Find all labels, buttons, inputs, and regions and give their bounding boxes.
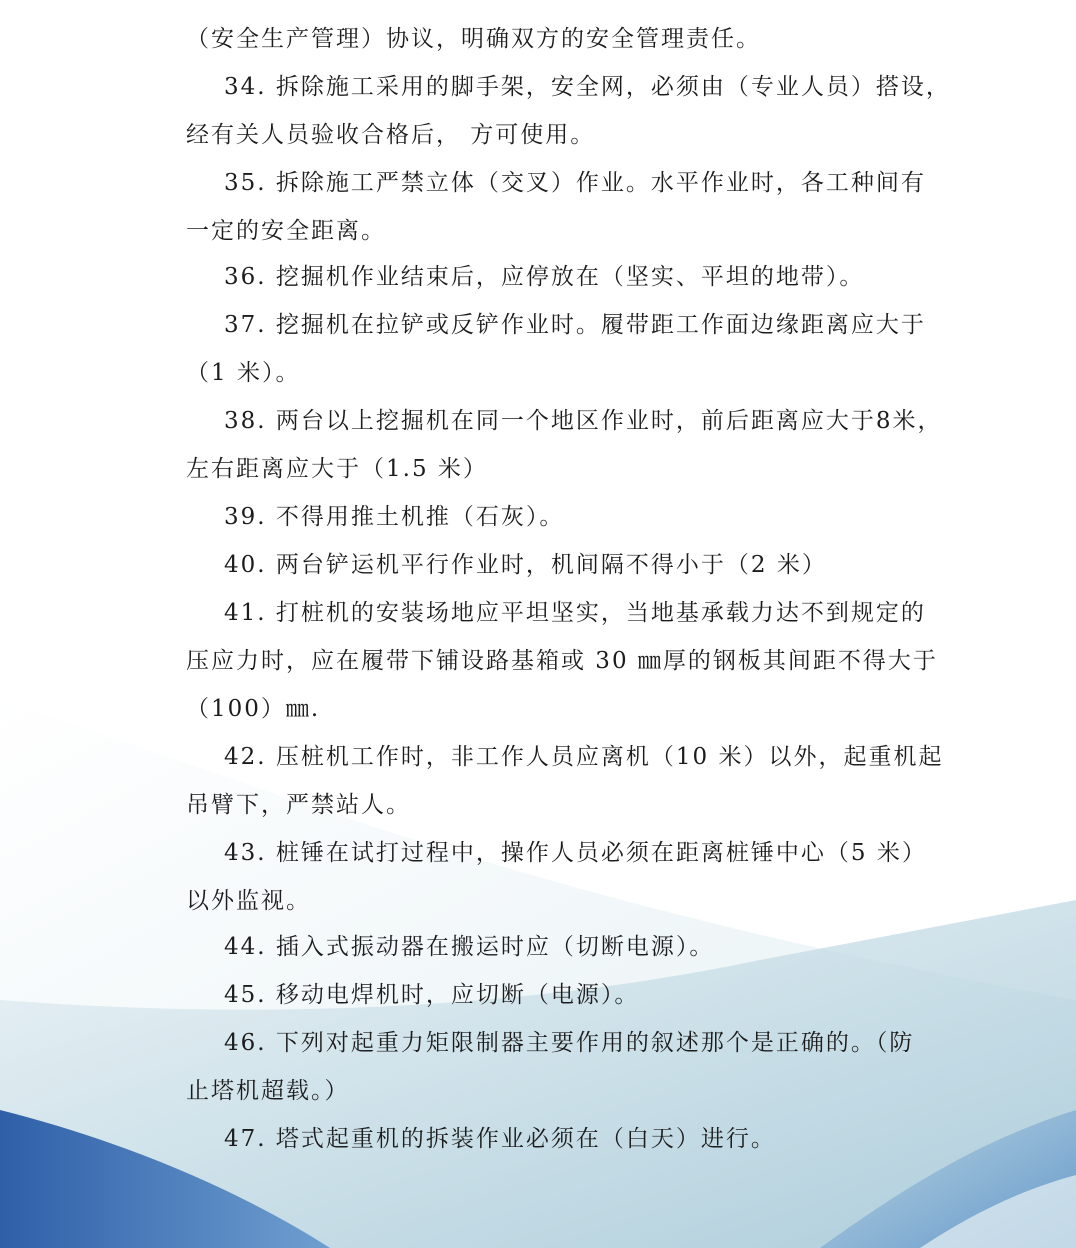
text-line: 经有关人员验收合格后， 方可使用。: [186, 122, 596, 148]
text-line: 40. 两台铲运机平行作业时，机间隔不得小于（2 米）: [224, 552, 827, 578]
text-line: 38. 两台以上挖掘机在同一个地区作业时，前后距离应大于8米，: [224, 408, 943, 434]
text-line: 45. 移动电焊机时，应切断（电源）。: [224, 982, 640, 1008]
text-line: 37. 挖掘机在拉铲或反铲作业时。履带距工作面边缘距离应大于: [224, 312, 926, 338]
text-line: 39. 不得用推土机推（石灰）。: [224, 504, 565, 530]
text-line: 44. 插入式振动器在搬运时应（切断电源）。: [224, 934, 715, 960]
text-line: 左右距离应大于（1.5 米）: [186, 456, 488, 482]
text-line: 压应力时，应在履带下铺设路基箱或 30 ㎜厚的钢板其间距不得大于: [186, 648, 938, 674]
text-line: （安全生产管理）协议，明确双方的安全管理责任。: [186, 26, 761, 52]
text-line: 止塔机超载。）: [186, 1078, 350, 1104]
text-line: （1 米）。: [186, 360, 301, 386]
text-line: 以外监视。: [186, 888, 311, 914]
text-line: 34. 拆除施工采用的脚手架，安全网，必须由（专业人员）搭设，: [224, 74, 951, 100]
text-line: 43. 桩锤在试打过程中，操作人员必须在距离桩锤中心（5 米）: [224, 840, 927, 866]
text-line: 41. 打桩机的安装场地应平坦坚实，当地基承载力达不到规定的: [224, 600, 926, 626]
text-line: 35. 拆除施工严禁立体（交叉）作业。水平作业时，各工种间有: [224, 170, 926, 196]
text-line: 42. 压桩机工作时，非工作人员应离机（10 米）以外，起重机起: [224, 744, 944, 770]
text-line: 吊臂下，严禁站人。: [186, 792, 411, 818]
text-line: （100）㎜.: [186, 696, 321, 722]
text-line: 一定的安全距离。: [186, 218, 386, 244]
text-line: 47. 塔式起重机的拆装作业必须在（白天）进行。: [224, 1126, 776, 1152]
text-line: 36. 挖掘机作业结束后，应停放在（坚实、平坦的地带）。: [224, 264, 865, 290]
text-line: 46. 下列对起重力矩限制器主要作用的叙述那个是正确的。（防: [224, 1030, 915, 1056]
